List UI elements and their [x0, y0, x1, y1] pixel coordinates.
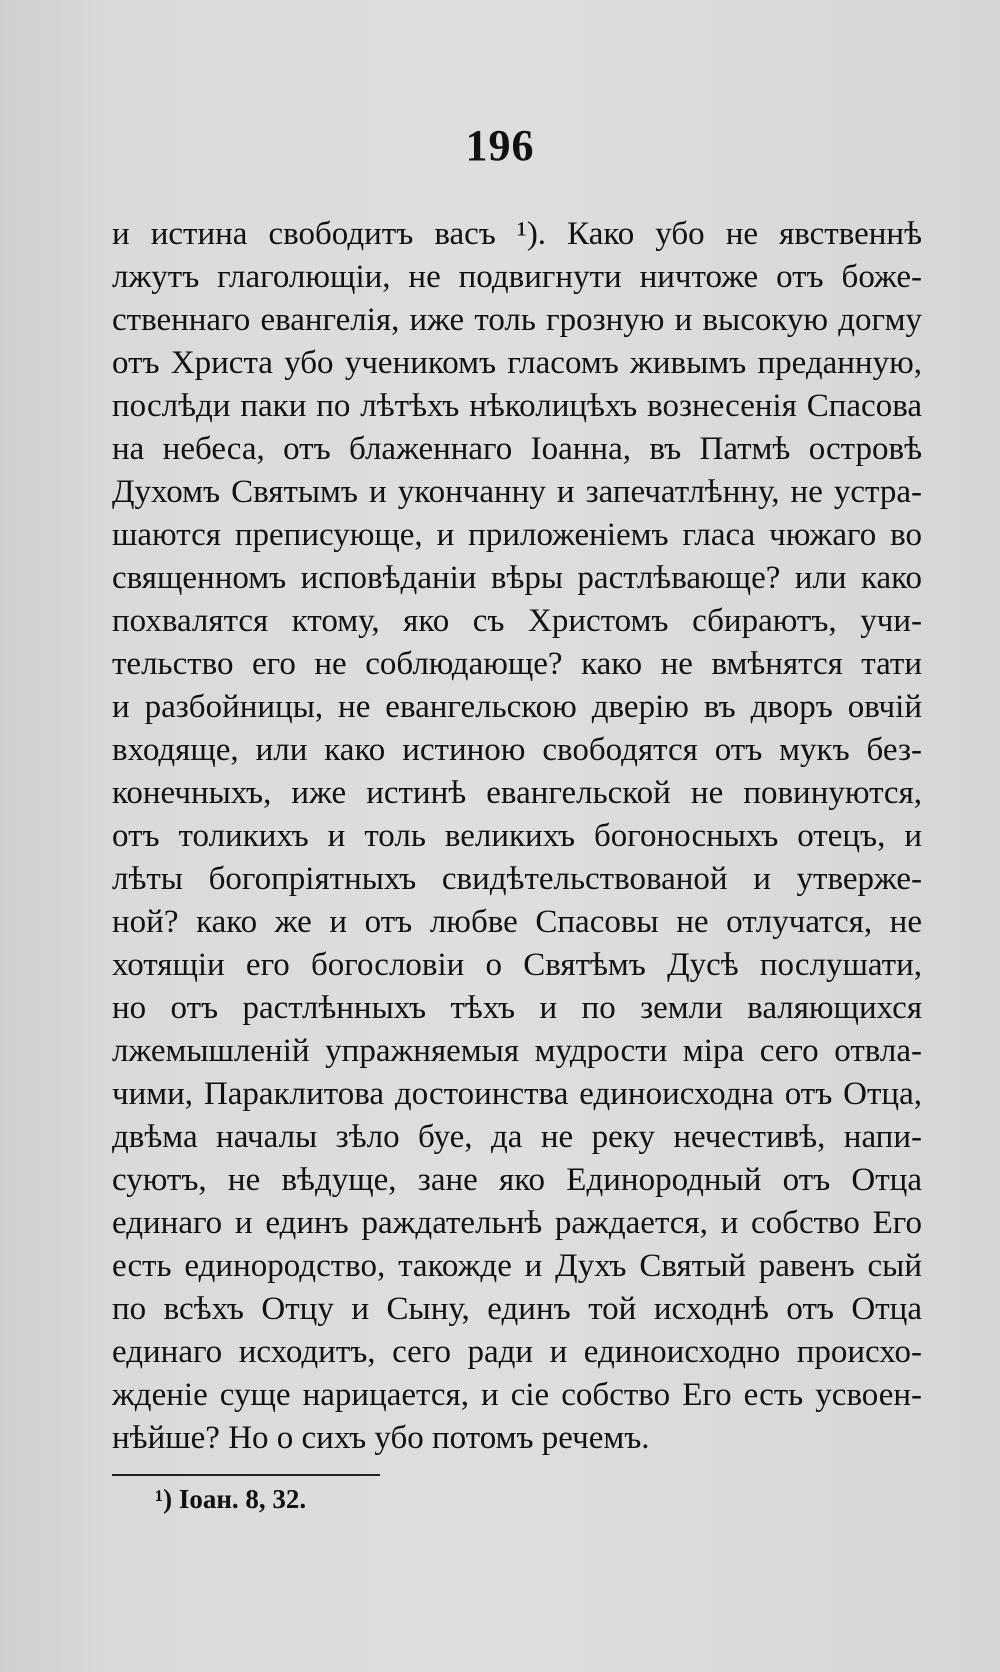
text-line: по всѣхъ Отцу и Сыну, единъ той исходнѣ отъ Отца — [112, 1291, 922, 1327]
text-line: лѣты богопріятныхъ свидѣтельствованой и утверже- — [112, 861, 922, 897]
text-line: жденіе суще нарицается, и сіе собство Его есть усвоен- — [112, 1377, 922, 1413]
page-number: 196 — [465, 121, 535, 170]
text-line: единаго и единъ раждательнѣ раждается, и собство Его — [112, 1205, 922, 1241]
text-line: и истина свободитъ васъ ¹). Како убо не явственнѣ — [112, 216, 922, 252]
text-line: двѣма началы зѣло буе, да не реку нечестивѣ, напи- — [112, 1119, 922, 1155]
text-line: ственнаго евангелія, иже толь грозную и высокую догму — [112, 302, 922, 338]
text-line: и разбойницы, не евангельскою дверію въ дворъ овчій — [112, 689, 922, 725]
text-line: шаются преписующе, и приложеніемъ гласа чюжаго во — [112, 517, 922, 553]
text-line: отъ Христа убо ученикомъ гласомъ живымъ преданную, — [112, 345, 922, 381]
text-line: есть единородство, такожде и Духъ Святый равенъ сый — [112, 1248, 922, 1284]
text-line: конечныхъ, иже истинѣ евангельской не повинуются, — [112, 775, 922, 811]
text-line: тельство его не соблюдающе? како не вмѣнятся тати — [112, 646, 922, 682]
text-line: суютъ, не вѣдуще, зане яко Единородный отъ Отца — [112, 1162, 922, 1198]
text-line: но отъ растлѣнныхъ тѣхъ и по земли валяющихся — [112, 990, 922, 1026]
text-line: лжутъ глаголющіи, не подвигнути ничтоже отъ боже- — [112, 259, 922, 295]
text-line: входяще, или како истиною свободятся отъ мукъ без- — [112, 732, 922, 768]
text-line: нѣйше? Но о сихъ убо потомъ речемъ. — [112, 1420, 650, 1456]
text-line: священномъ исповѣданіи вѣры растлѣвающе? или како — [112, 560, 922, 596]
text-line: единаго исходитъ, сего ради и единоисходно происхо- — [112, 1334, 922, 1370]
text-line: на небеса, отъ блаженнаго Іоанна, въ Патмѣ островѣ — [112, 431, 922, 467]
body-text — [112, 213, 922, 1460]
footnote-rule — [112, 1474, 380, 1476]
text-line: похвалятся ктому, яко съ Христомъ сбираютъ, учи- — [112, 603, 922, 639]
footnote: ¹) Іоан. 8, 32. — [155, 1484, 307, 1514]
text-line: ной? како же и отъ любве Спасовы не отлучатся, не — [112, 904, 922, 940]
text-line: лжемышленій упражняемыя мудрости міра сего отвла- — [112, 1033, 922, 1069]
text-line: послѣди паки по лѣтѣхъ нѣколицѣхъ вознесенія Спасова — [112, 388, 922, 424]
text-line: хотящіи его богословіи о Святѣмъ Дусѣ послушати, — [112, 947, 922, 983]
text-line: чими, Параклитова достоинства единоисходна отъ Отца, — [112, 1076, 922, 1112]
text-line: Духомъ Святымъ и укончанну и запечатлѣнну, не устра- — [112, 474, 922, 510]
text-line: отъ толикихъ и толь великихъ богоносныхъ отецъ, и — [112, 818, 922, 854]
